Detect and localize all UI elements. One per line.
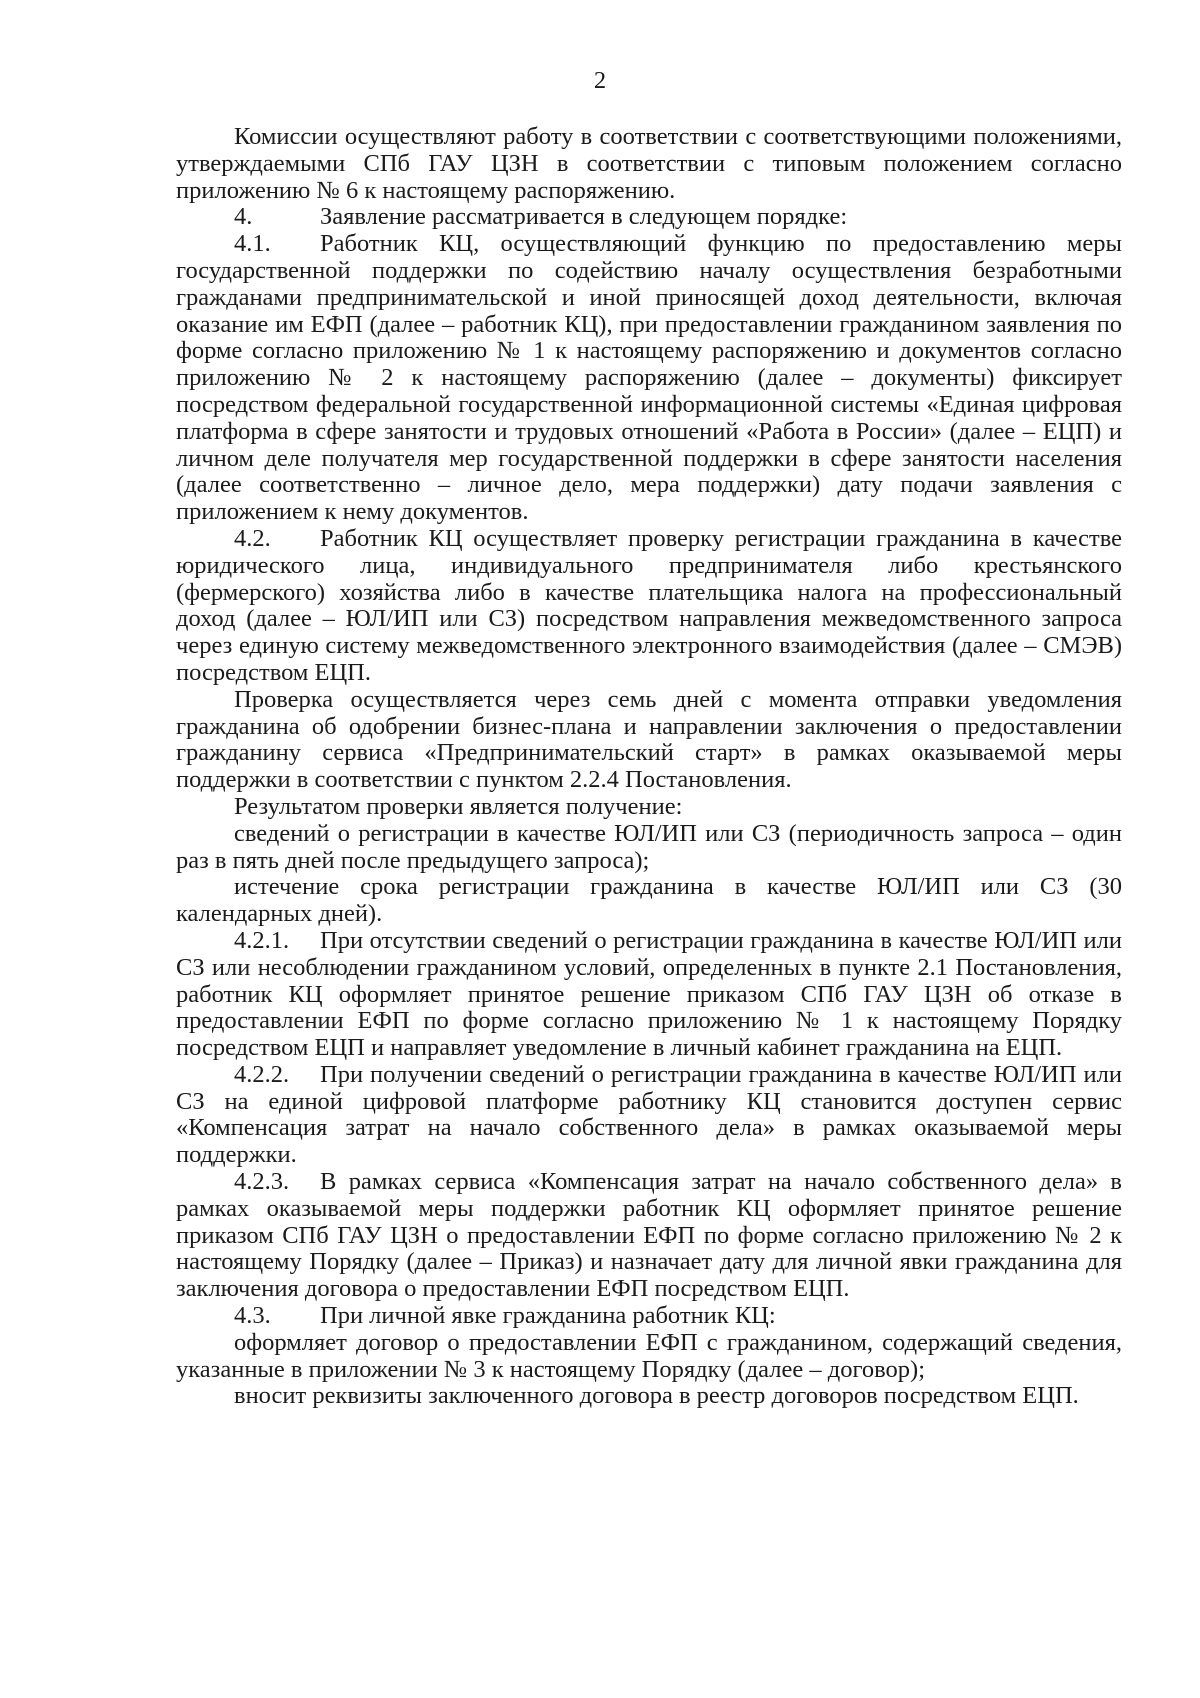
paragraph-4-3-item-2 (176, 1383, 1122, 1410)
paragraph-4-2-3 (176, 1169, 1122, 1303)
paragraph-4-2-1 (176, 928, 1122, 1062)
paragraph-text: вносит реквизиты заключенного договора в реестр договоров посредством ЕЦП. (234, 1382, 1079, 1410)
paragraph-4-3 (176, 1303, 1122, 1330)
clause-number: 4.1. (234, 230, 271, 258)
paragraph-text: Комиссии осуществляют работу в соответствии с соответствующими положениями, утверждаемыми СПб ГАУ ЦЗН в соответствии с типовым положением согласно приложению № 6 к настоящему распоряжению. (176, 123, 1122, 204)
paragraph-text: При отсутствии сведений о регистрации гражданина в качестве ЮЛ/ИП или СЗ или несоблюдении гражданином условий, определенных в пункте 2.1 Постановления, работник КЦ оформляет принятое решение приказом СПб ГАУ ЦЗН об отказе в предоставлении ЕФП по форме согласно приложению № 1 к настоящему Порядку посредством ЕЦП и направляет уведомление в личный кабинет гражданина на ЕЦП. (176, 926, 1122, 1062)
document-body (176, 124, 1122, 1410)
paragraph-commissions (176, 124, 1122, 204)
paragraph-4-3-item-1 (176, 1330, 1122, 1384)
paragraph-text: оформляет договор о предоставлении ЕФП с гражданином, содержащий сведения, указанные в приложении № 3 к настоящему Порядку (далее – договор); (176, 1328, 1122, 1383)
paragraph-result (176, 794, 1122, 821)
paragraph-text: Работник КЦ осуществляет проверку регистрации гражданина в качестве юридического лица, индивидуального предпринимателя либо крестьянского (фермерского) хозяйства либо в качестве плательщика налога на профессиональный доход (далее – ЮЛ/ИП или СЗ) посредством направления межведомственного запроса через единую систему межведомственного электронного взаимодействия (далее – СМЭВ) посредством ЕЦП. (176, 524, 1122, 686)
clause-number: 4.2.3. (234, 1168, 290, 1196)
paragraph-text: Результатом проверки является получение: (234, 792, 683, 820)
paragraph-text: Работник КЦ, осуществляющий функцию по предоставлению меры государственной поддержки по содействию началу осуществления безработными гражданами предпринимательской и иной приносящей доход деятельности, включая оказание им ЕФП (далее – работник КЦ), при предоставлении гражданином заявления по форме согласно приложению № 1 к настоящему распоряжению и документов согласно приложению № 2 к настоящему распоряжению (далее – документы) фиксирует посредством федеральной государственной информационной системы «Единая цифровая платформа в сфере занятости и трудовых отношений «Работа в России» (далее – ЕЦП) и личном деле получателя мер государственной поддержки в сфере занятости населения (далее соответственно – личное дело, мера поддержки) дату подачи заявления с приложением к нему документов. (176, 230, 1122, 526)
paragraph-text: При личной явке гражданина работник КЦ: (320, 1302, 776, 1330)
paragraph-text: сведений о регистрации в качестве ЮЛ/ИП или СЗ (периодичность запроса – один раз в пять дней после предыдущего запроса); (176, 819, 1122, 874)
paragraph-4-2 (176, 526, 1122, 687)
paragraph-text: истечение срока регистрации гражданина в качестве ЮЛ/ИП или СЗ (30 календарных дней). (176, 873, 1122, 928)
paragraph-result-item-1 (176, 821, 1122, 875)
page-number: 2 (593, 67, 607, 94)
clause-number: 4. (234, 203, 253, 231)
clause-number: 4.2.2. (234, 1060, 290, 1088)
paragraph-4-2-2 (176, 1062, 1122, 1169)
paragraph-4 (176, 204, 1122, 231)
paragraph-text: Проверка осуществляется через семь дней с момента отправки уведомления гражданина об одобрении бизнес-плана и направлении заключения о предоставлении гражданину сервиса «Предпринимательский старт» в рамках оказываемой меры поддержки в соответствии с пунктом 2.2.4 Постановления. (176, 685, 1122, 794)
clause-number: 4.2.1. (234, 926, 290, 954)
paragraph-text: Заявление рассматривается в следующем порядке: (320, 203, 848, 231)
clause-number: 4.2. (234, 524, 271, 552)
paragraph-text: При получении сведений о регистрации гражданина в качестве ЮЛ/ИП или СЗ на единой цифровой платформе работнику КЦ становится доступен сервис «Компенсация затрат на начало собственного дела» в рамках оказываемой меры поддержки. (176, 1060, 1122, 1169)
paragraph-result-item-2 (176, 874, 1122, 928)
clause-number: 4.3. (234, 1302, 271, 1330)
paragraph-text: В рамках сервиса «Компенсация затрат на начало собственного дела» в рамках оказываемой меры поддержки работник КЦ оформляет принятое решение приказом СПб ГАУ ЦЗН о предоставлении ЕФП по форме согласно приложению № 2 к настоящему Порядку (далее – Приказ) и назначает дату для личной явки гражданина для заключения договора о предоставлении ЕФП посредством ЕЦП. (176, 1168, 1122, 1303)
paragraph-check (176, 687, 1122, 794)
paragraph-4-1 (176, 231, 1122, 526)
